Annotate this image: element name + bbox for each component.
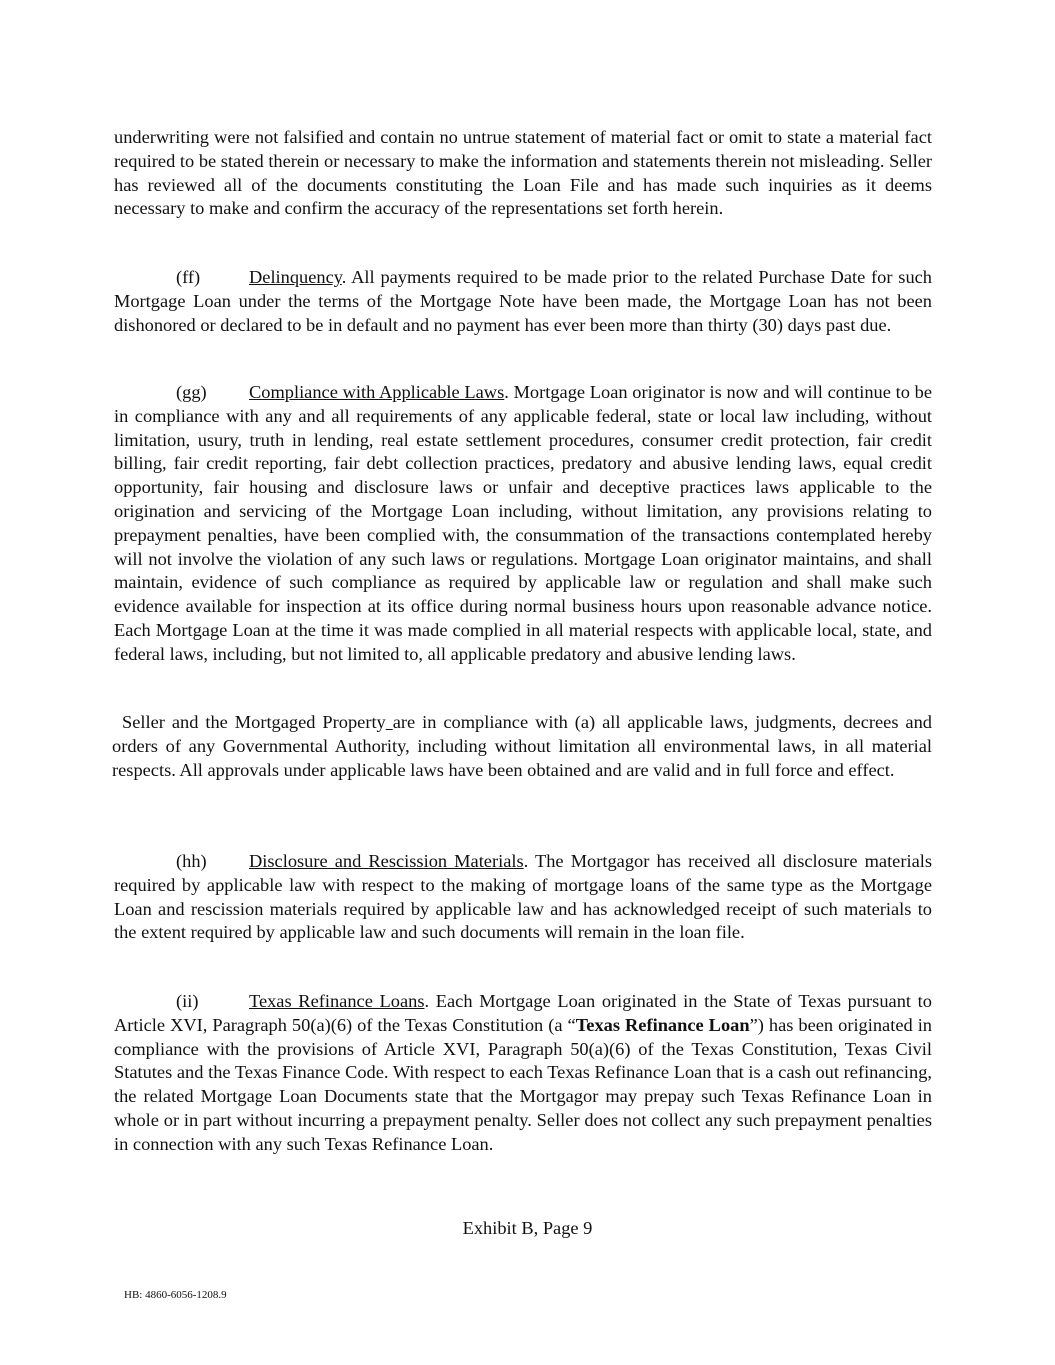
section-label-gg: (gg) — [176, 382, 207, 402]
paragraph-continuation: underwriting were not falsified and contain no untrue statement of material fact or omit to state a material fact required to be stated therein or necessary to make the information and statements therein not misleading. Seller has reviewed all of the documents constituting the Loan File and has made such inquiries as it deems necessary to make and confirm the accuracy of the representations set forth herein. — [114, 127, 932, 219]
paragraph-gg-compliance — [114, 381, 932, 667]
section-heading-disclosure: Disclosure and Rescission Materials — [249, 851, 524, 871]
document-id: HB: 4860-6056-1208.9 — [124, 1289, 227, 1301]
paragraph-hh-disclosure — [114, 850, 932, 945]
defined-term-texas-refinance-loan: Texas Refinance Loan — [575, 1014, 750, 1035]
section-heading-delinquency: Delinquency — [249, 267, 342, 287]
section-label-ff: (ff) — [176, 267, 201, 287]
section-heading-texas: Texas Refinance Loans — [249, 991, 425, 1011]
section-body-ff: . All payments required to be made prior to the related Purchase Date for such Mortgage Loan under the terms of the Mortgage Note have been made, the Mortgage Loan has not been dishonored or declared to be in default and no payment has ever been more than thirty (30) days past due. — [114, 267, 932, 335]
paragraph-ii-texas: (ii) Texas Refinance Loans. Each Mortgage Loan originated in the State of Texas pursuant to Article XVI, Paragraph 50(a)(6) of the Texas Constitution (a “Texas Refinance Loan”) has been originated in compliance with the provisions of Article XVI, Paragraph 50(a)(6) of the Texas Constitution, Texas Civil Statutes and the Texas Finance Code. With respect to each Texas Refinance Loan that is a cash out refinancing, the related Mortgage Loan Documents state that the Mortgagor may prepay such Texas Refinance Loan in whole or in part without incurring a prepayment penalty. Seller does not collect any such prepayment penalties in connection with any such Texas Refinance Loan. — [114, 991, 933, 1154]
section-label-ii: (ii) — [176, 991, 199, 1011]
section-label-hh: (hh) — [176, 851, 207, 871]
section-body-gg: . Mortgage Loan originator is now and will continue to be in compliance with any and all requirements of any applicable federal, state or local law including, without limitation, usury, truth in lending, real estate settlement procedures, consumer credit protection, fair credit billing, fair credit reporting, fair debt collection practices, predatory and abusive lending laws, equal credit opportunity, fair housing and disclosure laws or unfair and deceptive practices laws applicable to the origination and servicing of the Mortgage Loan including, without limitation, any provisions relating to prepayment penalties, have been complied with, the consummation of the transactions contemplated hereby will not involve the violation of any such laws or regulations. Mortgage Loan originator maintains, and shall maintain, evidence of such compliance as required by applicable law or regulation and shall make such evidence available for inspection at its office during normal business hours upon reasonable advance notice. Each Mortgage Loan at the time it was made complied in all material respects with applicable local, state, and federal laws, including, but not limited to, all applicable predatory and abusive lending laws. — [114, 382, 933, 664]
paragraph-ff-delinquency — [114, 266, 932, 337]
paragraph-seller-compliance: Seller and the Mortgaged Property are in compliance with (a) all applicable laws, judgments, decrees and orders of any Governmental Authority, including without limitation all environmental laws, in all material respects. All approvals under applicable laws have been obtained and are valid and in full force and effect. — [112, 712, 932, 780]
section-body-hh: . The Mortgagor has received all disclosure materials required by applicable law with respect to the making of mortgage loans of the same type as the Mortgage Loan and rescission materials required by applicable law and has acknowledged receipt of such materials to the extent required by applicable law and such documents will remain in the loan file. — [114, 851, 932, 943]
page-footer: Exhibit B, Page 9 — [462, 1218, 593, 1238]
section-heading-compliance: Compliance with Applicable Laws — [249, 382, 505, 402]
